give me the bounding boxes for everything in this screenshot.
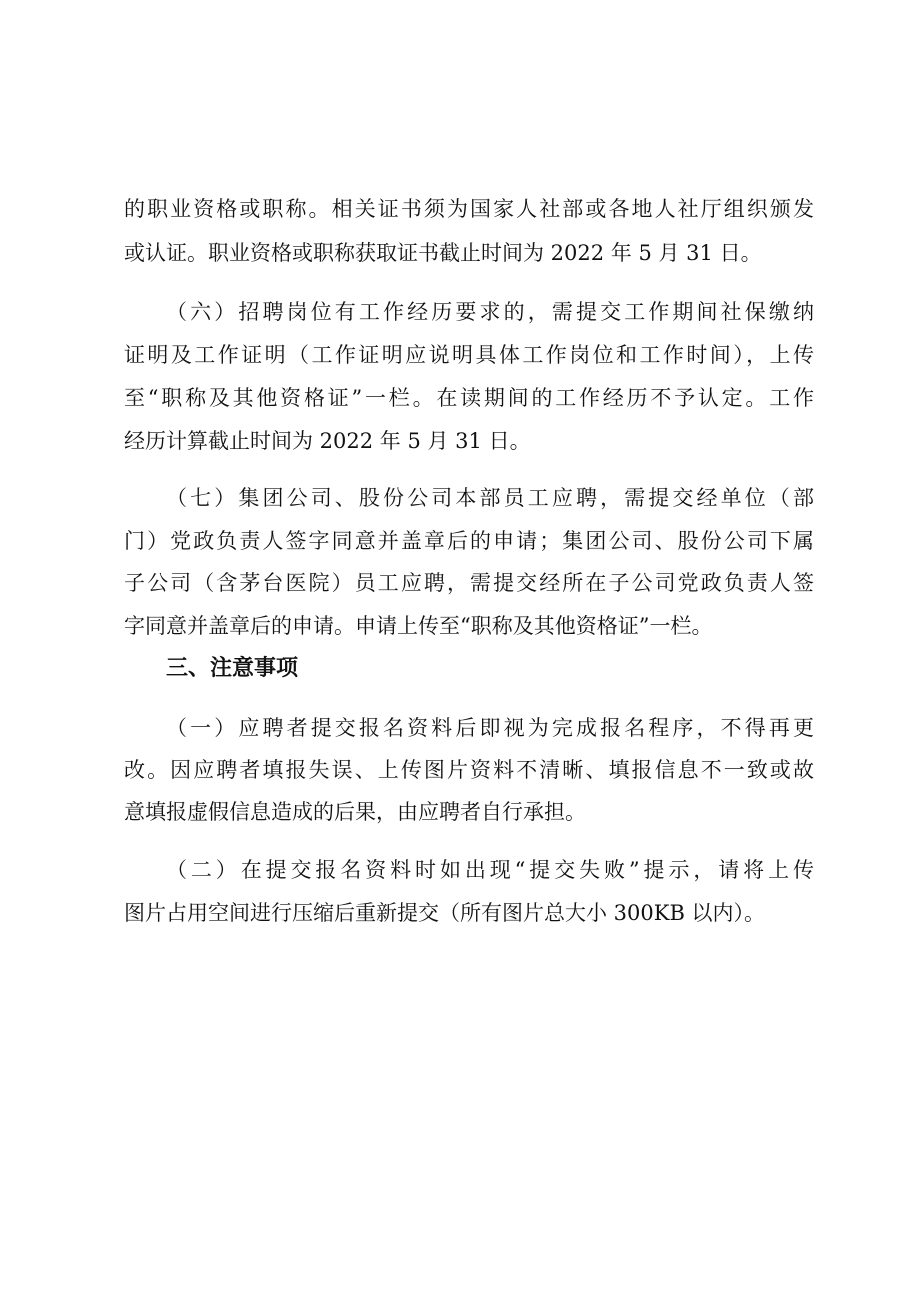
paragraph-7-line: 字同意并盖章后的申请。申请上传至“职称及其他资格证”一栏。 bbox=[124, 614, 713, 638]
paragraph-6-line: （六）招聘岗位有工作经历要求的，需提交工作期间社保缴纳 bbox=[166, 300, 814, 324]
paragraph-7-line: （七）集团公司、股份公司本部员工应聘，需提交经单位（部 bbox=[166, 486, 814, 510]
paragraph-7-line: 门）党政负责人签字同意并盖章后的申请；集团公司、股份公司下属 bbox=[124, 529, 814, 553]
note-1-line: 改。因应聘者填报失误、上传图片资料不清晰、填报信息不一致或故 bbox=[124, 758, 814, 782]
paragraph-6-line: 经历计算截止时间为 2022 年 5 月 31 日。 bbox=[124, 429, 531, 453]
note-1-line: （一）应聘者提交报名资料后即视为完成报名程序，不得再更 bbox=[166, 716, 814, 740]
paragraph-6-line: 至“职称及其他资格证”一栏。在读期间的工作经历不予认定。工作 bbox=[124, 386, 814, 410]
section-3-heading: 三、注意事项 bbox=[166, 656, 299, 681]
note-2-line: 图片占用空间进行压缩后重新提交（所有图片总大小 300KB 以内）。 bbox=[124, 901, 766, 925]
paragraph-certificate-line: 的职业资格或职称。相关证书须为国家人社部或各地人社厅组织颁发 bbox=[124, 197, 814, 221]
note-1-line: 意填报虚假信息造成的后果，由应聘者自行承担。 bbox=[124, 800, 586, 824]
paragraph-certificate-line: 或认证。职业资格或职称获取证书截止时间为 2022 年 5 月 31 日。 bbox=[124, 241, 762, 265]
paragraph-6-line: 证明及工作证明（工作证明应说明具体工作岗位和工作时间），上传 bbox=[124, 343, 814, 367]
paragraph-7-line: 子公司（含茅台医院）员工应聘，需提交经所在子公司党政负责人签 bbox=[124, 571, 814, 595]
note-2-line: （二）在提交报名资料时如出现“提交失败”提示，请将上传 bbox=[166, 858, 814, 882]
